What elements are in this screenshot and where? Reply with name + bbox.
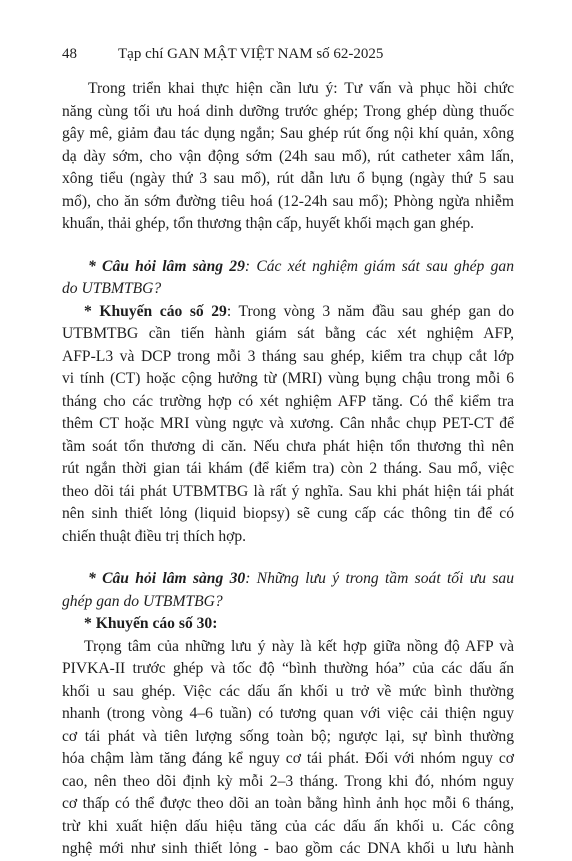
question-line bbox=[62, 256, 514, 279]
text-line: vi tính (CT) hoặc cộng hưởng từ (MRI) vùng bụng chậu trong mỗi 6 bbox=[62, 370, 514, 387]
recommendation-line bbox=[62, 301, 514, 324]
text-line: theo dõi tái phát UTBMTBG là rất ý nghĩa. Sau khi phát hiện tái phát bbox=[62, 482, 514, 500]
recommendation-label: * Khuyến cáo số 30 bbox=[84, 615, 213, 632]
text-line: rút ngắn thời gian tái khám (để kiểm tra) còn 2 tháng. Sau mổ, việc bbox=[62, 460, 514, 477]
text-line: tầm soát tổn thương di căn. Nếu chưa phát hiện tổn thương thì nên bbox=[62, 437, 514, 455]
text-line: PIVKA-II trước ghép và tốc độ “bình thường hóa” của các dấu ấn bbox=[62, 660, 514, 677]
paragraph-implementation-notes bbox=[62, 78, 514, 236]
recommendation-29 bbox=[62, 301, 514, 549]
text-line: cao, nên theo dõi định kỳ mỗi 2–3 tháng. Trong khi đó, nhóm nguy bbox=[62, 772, 514, 790]
page-number: 48 bbox=[62, 46, 77, 62]
recommendation-label: * Khuyến cáo số 29 bbox=[84, 302, 227, 320]
text-line: nên sinh thiết lỏng (liquid biopsy) sẽ cung cấp các thông tin để có bbox=[62, 505, 514, 522]
question-line bbox=[62, 568, 514, 591]
text-line: trừ khi xuất hiện dấu hiệu tăng của các dấu ấn khối u. Các công bbox=[62, 817, 514, 835]
question-text: : Những lưu ý trong tầm soát tối ưu sau bbox=[245, 570, 514, 587]
question-text: do UTBMTBG? bbox=[62, 280, 162, 297]
text-line: Trọng tâm của những lưu ý này là kết hợp giữa nồng độ AFP và bbox=[84, 637, 514, 655]
recommendation-line bbox=[62, 613, 514, 636]
text-line: gây mê, giảm đau tác dụng ngắn; Sau ghép rút ống nội khí quản, xông bbox=[62, 125, 514, 142]
text-line: hóa chậm làm tăng đáng kể nguy cơ tái phát. Đối với nhóm nguy cơ bbox=[62, 750, 514, 767]
question-label: * Câu hỏi lâm sàng 29 bbox=[88, 257, 245, 275]
text-line: nhanh (trong vòng 4–6 tuần) có tương quan với việc cải thiện nguy bbox=[62, 705, 514, 722]
text-line: chiến thuật điều trị thích hợp. bbox=[62, 527, 247, 545]
text-line: thêm CT hoặc MRI vùng ngực và xương. Cân nhắc chụp PET-CT để bbox=[62, 415, 514, 432]
question-line bbox=[62, 278, 514, 301]
clinical-question-30 bbox=[62, 568, 514, 613]
text-line: cơ tái phát và tiên lượng sống toàn bộ; ngược lại, sự bình thường bbox=[62, 727, 514, 745]
page-body bbox=[62, 78, 514, 861]
text-line: xông tiểu (ngày thứ 3 sau mổ), rút dẫn lưu ổ bụng (ngày thứ 5 sau bbox=[62, 170, 514, 187]
text-line: khối u sau ghép. Việc các dấu ấn khối u trở về mức bình thường bbox=[62, 682, 514, 700]
question-line bbox=[62, 591, 514, 614]
text-line: năng cùng tối ưu hoá dinh dưỡng trước ghép; Trong ghép dùng thuốc bbox=[62, 102, 514, 120]
page-header bbox=[62, 46, 510, 66]
text-line: AFP-L3 và DCP trong mỗi 3 tháng sau ghép, kiểm tra chụp cắt lớp bbox=[62, 347, 514, 365]
text-line: nghệ mới như sinh thiết lỏng - bao gồm các DNA khối u lưu hành bbox=[62, 840, 514, 857]
recommendation-30 bbox=[62, 613, 514, 861]
text-line: mổ), cho ăn sớm đường tiêu hoá (12-24h sau mổ); Phòng ngừa nhiễm bbox=[62, 192, 514, 210]
text-line: cơ thấp có thể được theo dõi an toàn bằng hình ảnh học mỗi 6 tháng, bbox=[62, 795, 514, 812]
text-line: Trong triển khai thực hiện cần lưu ý: Tư vấn và phục hồi chức bbox=[88, 80, 514, 97]
question-text: ghép gan do UTBMTBG? bbox=[62, 592, 223, 610]
recommendation-text: : Trong vòng 3 năm đầu sau ghép gan do bbox=[226, 302, 514, 320]
clinical-question-29 bbox=[62, 256, 514, 301]
recommendation-colon: : bbox=[212, 615, 218, 632]
text-line: dạ dày sớm, cho vận động sớm (24h sau mổ), rút catheter xâm lấn, bbox=[62, 147, 514, 165]
journal-title: Tạp chí GAN MẬT VIỆT NAM số 62-2025 bbox=[118, 46, 384, 62]
question-text: : Các xét nghiệm giám sát sau ghép gan bbox=[244, 257, 514, 275]
text-line: tháng cho các trường hợp có xét nghiệm AFP tăng. Có thể kiểm tra bbox=[62, 392, 514, 410]
text-line: UTBMTBG cần tiến hành giám sát bằng các xét nghiệm AFP, bbox=[62, 325, 514, 342]
question-label: * Câu hỏi lâm sàng 30 bbox=[88, 570, 246, 587]
text-line: khuẩn, thải ghép, tổn thương thận cấp, huyết khối mạch gan ghép. bbox=[62, 215, 475, 232]
